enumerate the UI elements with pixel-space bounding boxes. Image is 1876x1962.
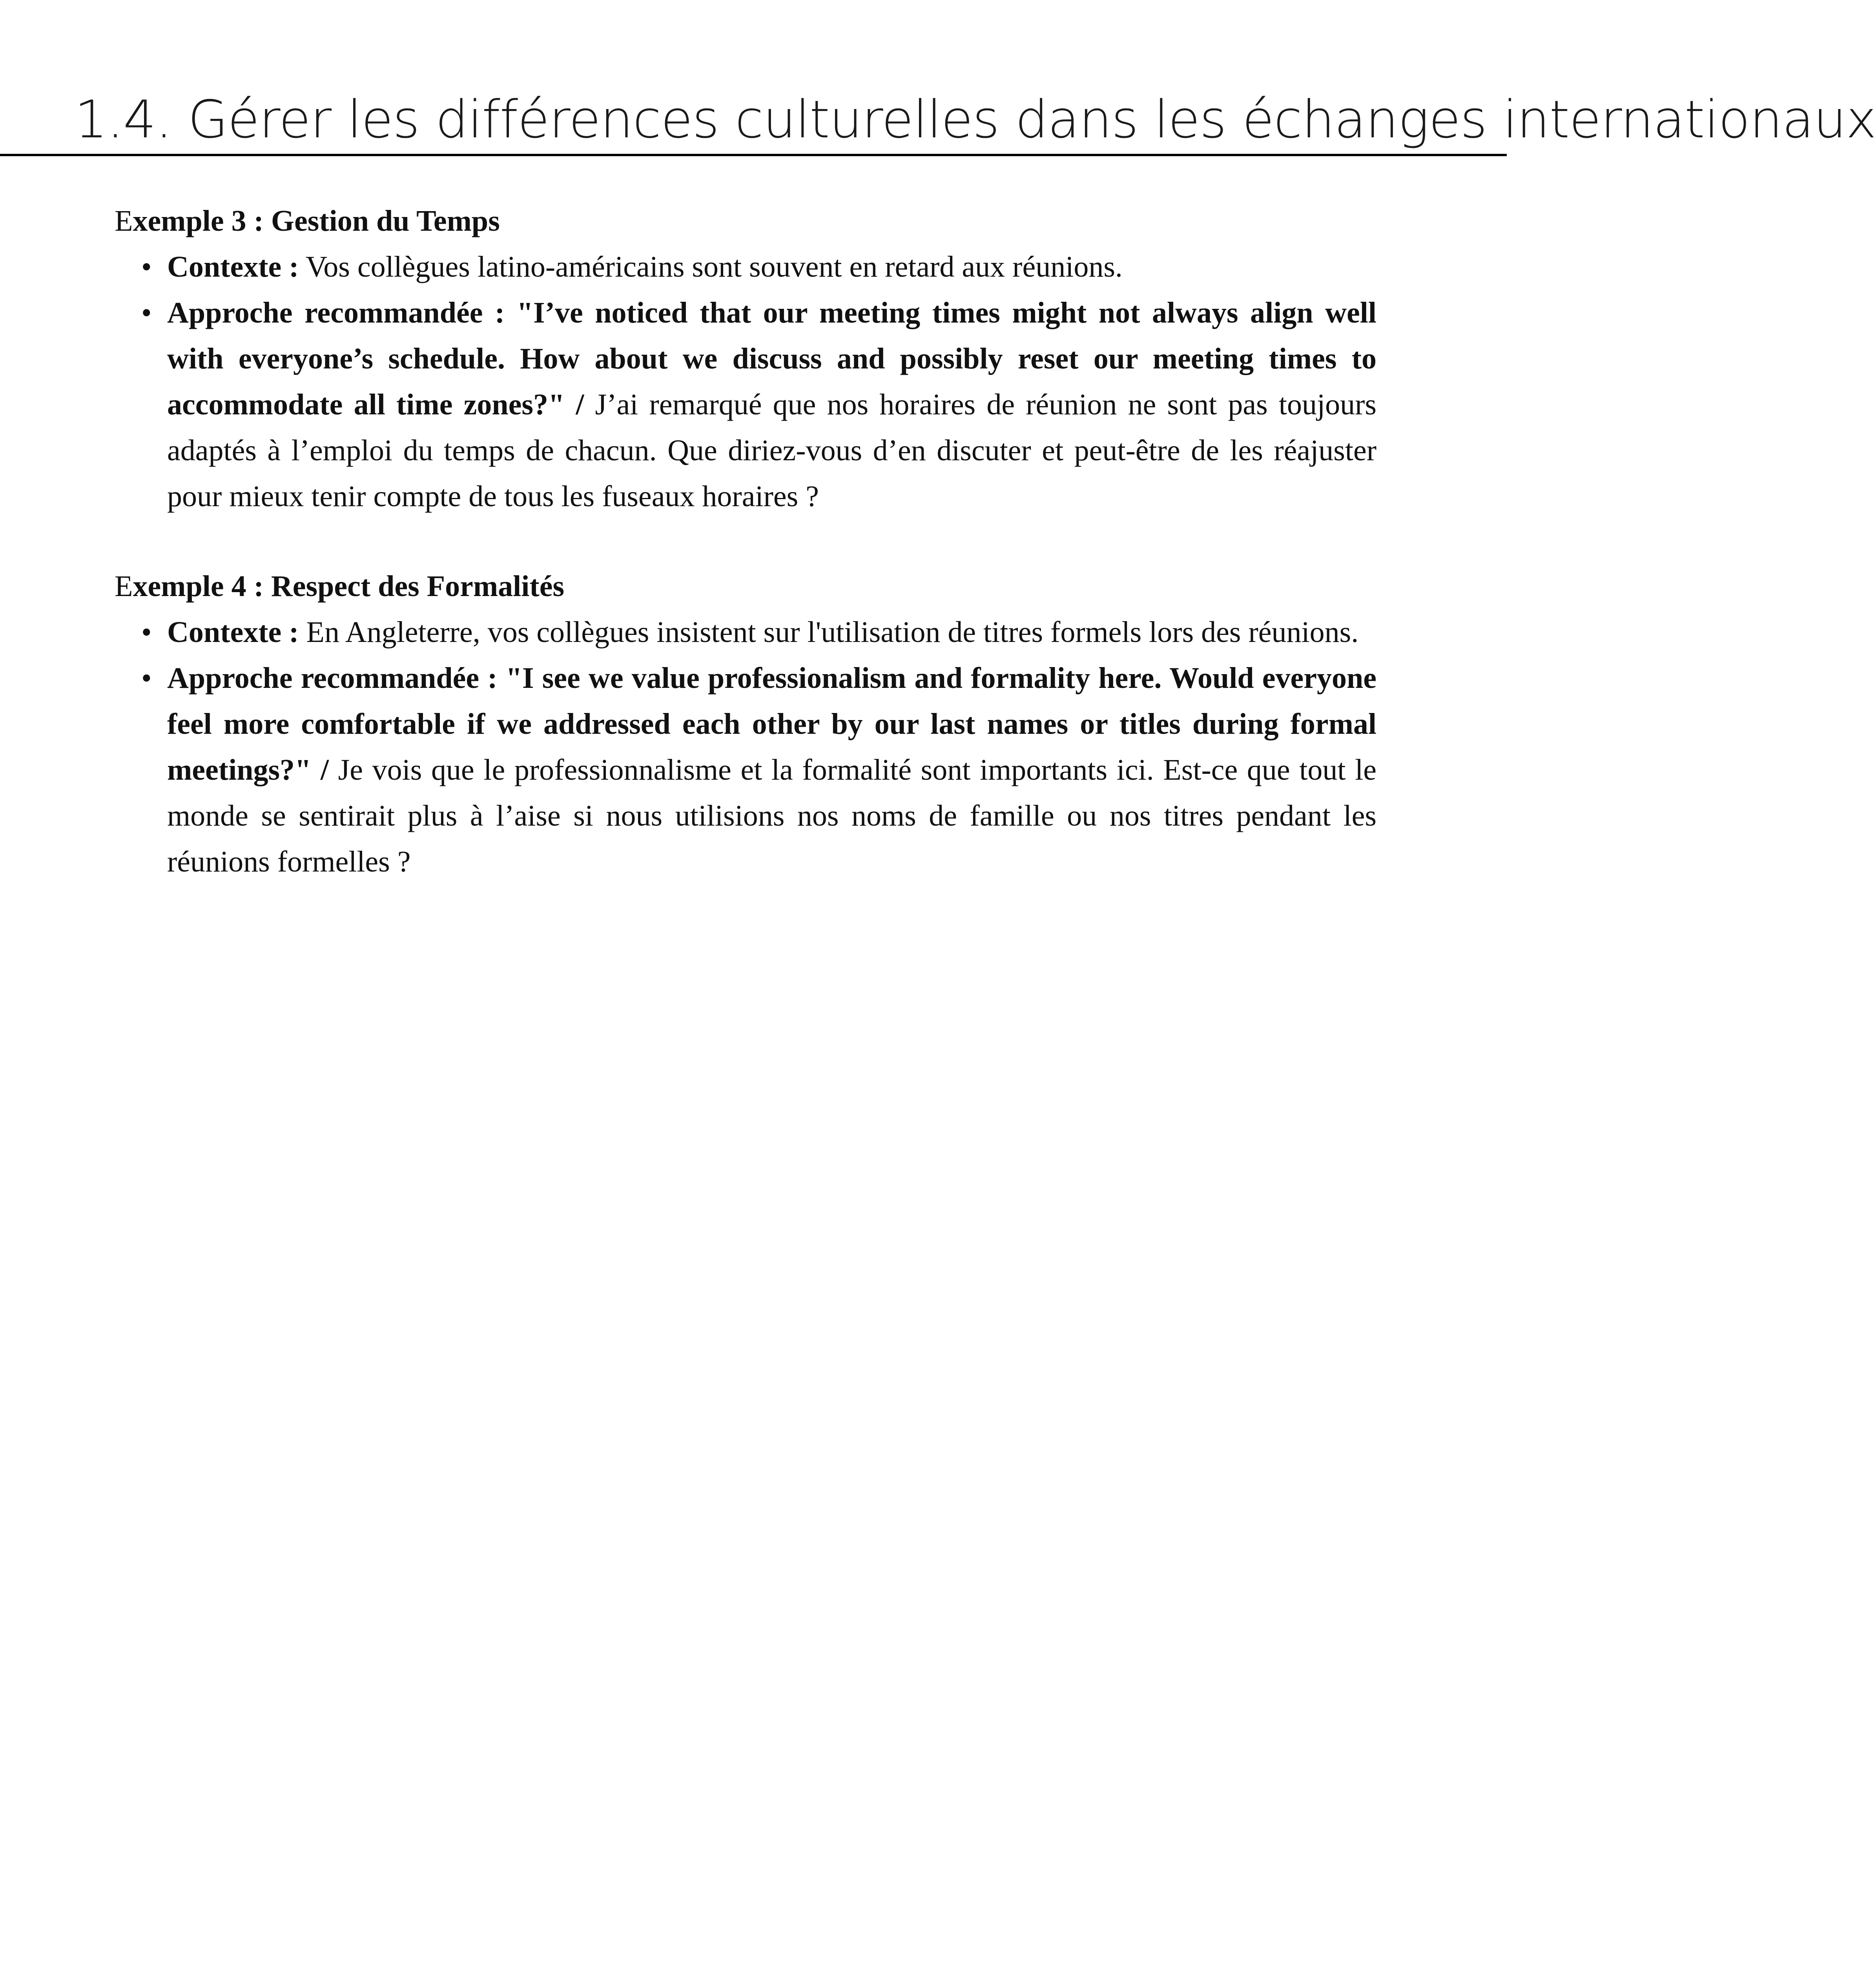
page-body <box>115 198 1376 885</box>
heading-text: xemple 3 : Gestion du Temps <box>133 204 500 237</box>
bullet-text: Je vois que le professionnalisme et la formalité sont importants ici. Est-ce que tout le monde se sentirait plus à l’aise si nous utilisions nos noms de famille ou nos titres pendant les réunions formelles ? <box>167 753 1376 878</box>
bullet-quote: "I’ve noticed that our meeting times might not always align well with everyone’s schedule. How about we discuss and possibly reset our meeting times to accommodate all time zones?" / <box>167 296 1377 421</box>
heading-initial: E <box>115 570 133 603</box>
bullet-label: Approche recommandée : <box>167 662 498 695</box>
bullet-context <box>115 609 1376 655</box>
bullet-approach <box>115 290 1376 520</box>
bullet-text: En Angleterre, vos collègues insistent sur l'utilisation de titres formels lors des réunions. <box>299 616 1359 649</box>
bullet-context <box>115 244 1376 290</box>
bullet-list <box>115 244 1376 520</box>
header-rule <box>0 154 1507 156</box>
heading-initial: E <box>115 204 133 237</box>
bullet-approach <box>115 655 1376 885</box>
bullet-label: Contexte : <box>167 616 299 649</box>
bullet-label: Approche recommandée : <box>167 296 505 329</box>
running-title: 1.4. Gérer les différences culturelles dans les échanges internationaux <box>75 89 1876 150</box>
example-heading <box>115 563 1376 609</box>
heading-text: xemple 4 : Respect des Formalités <box>133 570 565 603</box>
bullet-list <box>115 609 1376 885</box>
example-heading <box>115 198 1376 244</box>
bullet-text: J’ai remarqué que nos horaires de réunion ne sont pas toujours adaptés à l’emploi du temps de chacun. Que diriez-vous d’en discuter et peut-être de les réajuster pour mieux tenir compte de tous les fuseaux horaires ? <box>167 388 1376 513</box>
bullet-quote: "I see we value professionalism and formality here. Would everyone feel more comfortable if we addressed each other by our last names or titles during formal meetings?" / <box>167 662 1376 786</box>
example-3 <box>115 198 1376 520</box>
bullet-label: Contexte : <box>167 250 299 283</box>
bullet-text: Vos collègues latino-américains sont souvent en retard aux réunions. <box>299 250 1123 283</box>
example-4 <box>115 563 1376 885</box>
